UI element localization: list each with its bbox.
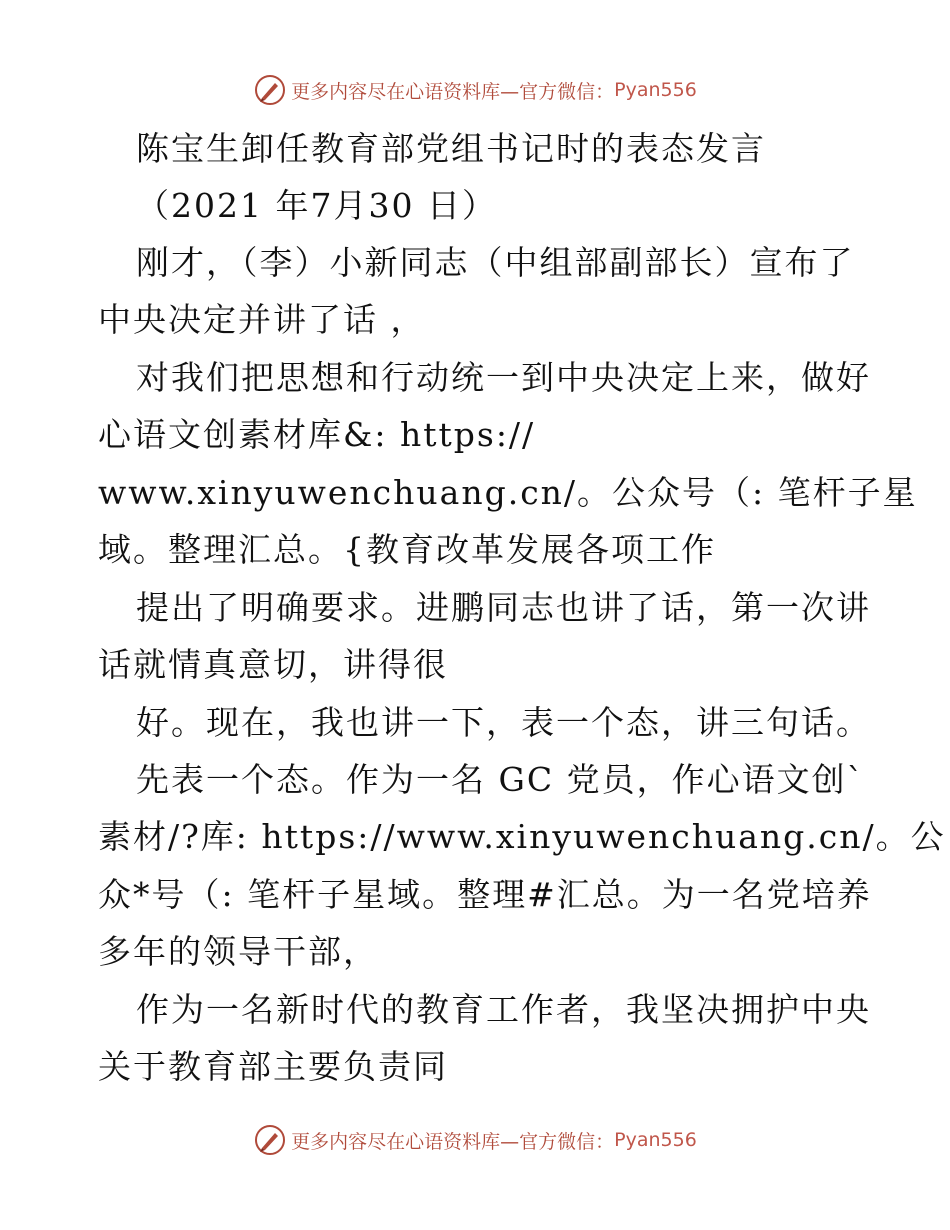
- paragraph-line: 作为一名新时代的教育工作者，我坚决拥护中央: [136, 990, 871, 1029]
- paragraph-line: 关于教育部主要负责同: [98, 1047, 448, 1086]
- paragraph-line: 话就情真意切，讲得很: [98, 645, 448, 684]
- footer-banner: [0, 1120, 950, 1160]
- banner-text: 更多内容尽在心语资料库—官方微信：: [291, 1130, 615, 1153]
- banner-text: 更多内容尽在心语资料库—官方微信：: [291, 80, 615, 103]
- banner-wechat-id: Pyan556: [614, 79, 697, 101]
- pen-logo-icon: [253, 1123, 287, 1157]
- paragraph-line: 中央决定并讲了话 ，: [98, 300, 426, 339]
- paragraph-line: 域。整理汇总。{教育改革发展各项工作: [98, 530, 716, 569]
- banner-wechat-id: Pyan556: [614, 1129, 697, 1151]
- paragraph-line: 先表一个态。作为一名 GC 党员，作心语文创`: [136, 760, 866, 799]
- pen-logo-icon: [253, 73, 287, 107]
- paragraph-line: 多年的领导干部，: [98, 932, 378, 971]
- paragraph-line: 好。现在，我也讲一下，表一个态，讲三句话。: [136, 703, 871, 742]
- paragraph-line: www.xinyuwenchuang.cn/。公众号（: 笔杆子星: [98, 473, 918, 512]
- paragraph-line: 刚才，（李）小新同志（中组部副部长）宣布了: [136, 243, 855, 282]
- paragraph-line: 素材/?库: https://www.xinyuwenchuang.cn/。公: [98, 817, 946, 856]
- paragraph-line: 众*号（: 笔杆子星域。整理#汇总。为一名党培养: [98, 875, 872, 914]
- header-banner: [0, 70, 950, 110]
- document-date: （2021 年7月30 日）: [136, 186, 497, 225]
- paragraph-line: 提出了明确要求。进鹏同志也讲了话，第一次讲: [136, 588, 871, 627]
- paragraph-line: 心语文创素材库&: https://: [98, 415, 536, 454]
- paragraph-line: 对我们把思想和行动统一到中央决定上来，做好: [136, 358, 871, 397]
- document-title: 陈宝生卸任教育部党组书记时的表态发言: [136, 129, 766, 168]
